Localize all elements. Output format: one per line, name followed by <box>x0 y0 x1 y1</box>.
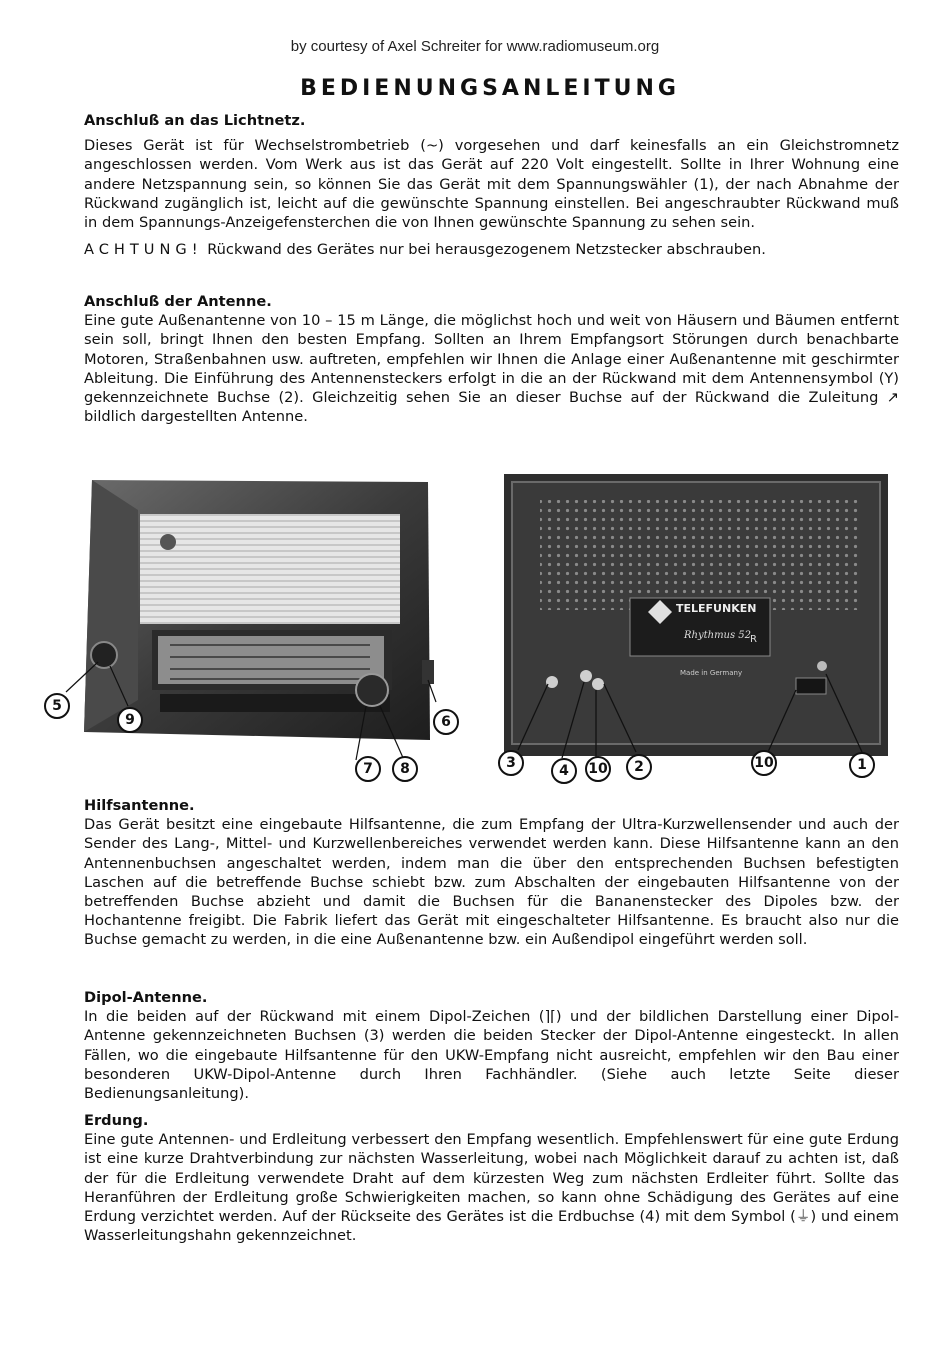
section-text: Dieses Gerät ist für Wechselstrombetrieb (~) vorgesehen und darf keinesfalls an ein Gleichstromnetz angeschlossen werden. Vom Werk aus ist das Gerät auf 220 Volt eingestellt. Sollte in Ihrer Wohnung eine andere Netzspannung sein, so können Sie das Gerät mit dem Spannungswähler (1), der nach Abnahme der Rückwand zugänglich ist, leicht auf die gewünschte Spannung einstellen. Bei angeschraubter Rückwand muß in dem Spannungs-Anzeigefensterchen die von Ihnen gewünschte Spannung zu sehen sein. <box>84 137 899 232</box>
callout-5: 5 <box>44 693 70 719</box>
section-text: Eine gute Antennen- und Erdleitung verbessert den Empfang wesentlich. Empfehlenswert für eine gute Erdung ist eine kurze Drahtverbindung zur nächsten Wasserleitung, wobei nach Möglichkeit darauf zu achten ist, daß der für die Erdleitung verwendete Draht auf dem kürzesten Weg zum nächsten Erdleiter führt. Sollte das Heranführen der Erdleitung große Schwierigkeiten machen, so kann ohne Schädigung des Gerätes auf eine Erdung verzichtet werden. Auf der Rückseite des Gerätes ist die Erdbuchse (4) mit dem Symbol (⏚) und einem Wasserleitungshahn gekennzeichnet. <box>84 1131 899 1245</box>
radio-rear-photo <box>500 470 892 760</box>
callout-7: 7 <box>355 756 381 782</box>
section-heading: Dipol-Antenne. <box>84 989 208 1006</box>
plate-brand: TELEFUNKEN <box>676 602 757 615</box>
radio-front-photo <box>40 470 470 790</box>
section-lichtnetz <box>84 111 899 259</box>
page-title: BEDIENUNGSANLEITUNG <box>300 76 680 101</box>
warning-paragraph <box>84 240 899 259</box>
callout-6: 6 <box>433 709 459 735</box>
plate-model: Rhythmus 52 <box>684 630 752 641</box>
warning-text: Rückwand des Gerätes nur bei herausgezogenem Netzstecker abschrauben. <box>207 241 766 259</box>
plate-letter: R <box>750 634 757 645</box>
section-erdung <box>84 1111 899 1245</box>
section-text: Das Gerät besitzt eine eingebaute Hilfsantenne, die zum Empfang der Ultra-Kurzwellensender und auch der Sender des Lang-, Mittel- und Kurzwellenbereiches verwendet werden kann. Diese Hilfsantenne kann an den Antennenbuchsen angeschaltet werden, indem man die über den entsprechenden Buchsen befestigten Laschen auf die betreffende Buchse schiebt bzw. zum Abschalten der eingebauten Hilfsantenne von der betreffenden Buchse abzieht und damit die Buchsen für die Bananenstecker des Dipoles bzw. der Hochantenne freigibt. Die Fabrik liefert das Gerät mit eingeschalteter Hilfsantenne. Es braucht also nur die Buchse gemacht zu werden, in die eine Außenantenne bzw. ein Außendipol eingeführt werden soll. <box>84 816 899 949</box>
section-text: In die beiden auf der Rückwand mit einem Dipol-Zeichen (⌉⌈) und der bildlichen Darstellung einer Dipol-Antenne gekennzeichneten Buchsen (3) werden die beiden Stecker der Dipol-Antenne eingesteckt. In allen Fällen, wo die eingebaute Hilfsantenne für den UKW-Empfang nicht ausreicht, empfehlen wir den Bau einer besonderen UKW-Dipol-Antenne durch Ihren Fachhändler. (Siehe auch letzte Seite dieser Bedienungsanleitung). <box>84 1008 899 1103</box>
section-heading: Anschluß an das Lichtnetz. <box>84 112 306 129</box>
courtesy-line: by courtesy of Axel Schreiter for www.radiomuseum.org <box>290 38 660 55</box>
section-heading: Anschluß der Antenne. <box>84 293 272 310</box>
section-antenne <box>84 292 899 426</box>
warning-word: ACHTUNG! <box>84 241 203 259</box>
callout-2: 2 <box>626 754 652 780</box>
plate-made: Made in Germany <box>680 669 743 677</box>
section-dipol <box>84 988 899 1103</box>
callout-8: 8 <box>392 756 418 782</box>
section-hilfsantenne <box>84 796 899 950</box>
callout-10: 10 <box>585 756 611 782</box>
section-heading: Erdung. <box>84 1112 149 1129</box>
section-heading: Hilfsantenne. <box>84 797 195 814</box>
callout-9: 9 <box>117 707 143 733</box>
callout-1: 1 <box>849 752 875 778</box>
callout-3: 3 <box>498 750 524 776</box>
section-text: Eine gute Außenantenne von 10 – 15 m Länge, die möglichst hoch und weit von Häusern und Bäumen entfernt sein soll, bringt Ihnen den besten Empfang. Sollten an Ihrem Empfangsort Störungen durch benachbarte Motoren, Straßenbahnen usw. auftreten, empfehlen wir Ihnen die Anlage einer Außenantenne mit geschirmter Ableitung. Die Einführung des Antennensteckers erfolgt in die an der Rückwand mit dem Antennensymbol (Y) gekennzeichnete Buchse (2). Gleichzeitig sehen Sie an dieser Buchse auf der Rückwand die Zuleitung ↗ bildlich dargestellten Antenne. <box>84 312 899 426</box>
callout-4: 4 <box>551 758 577 784</box>
callout-10-rear: 10 <box>751 750 777 776</box>
